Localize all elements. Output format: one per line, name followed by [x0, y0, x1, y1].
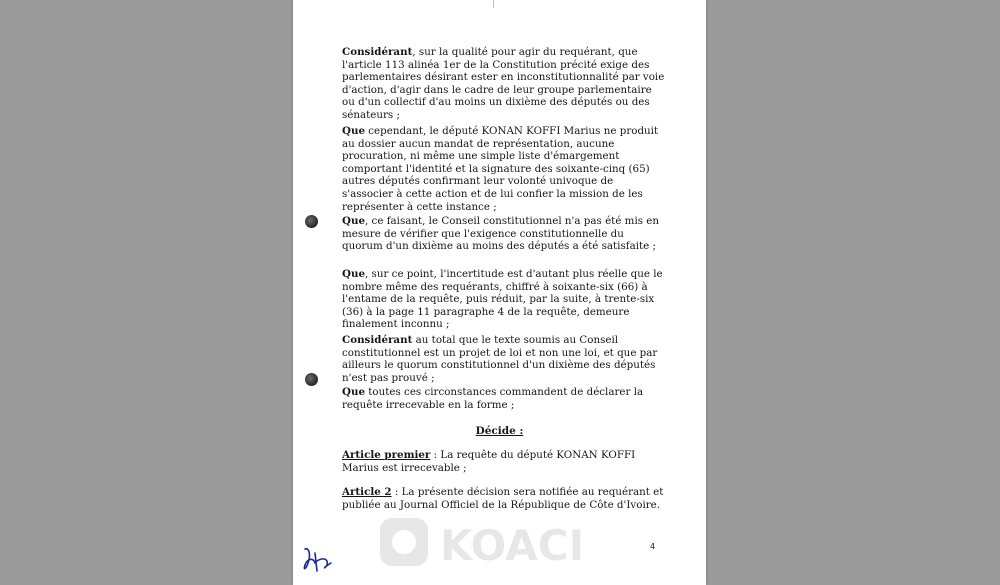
- page-top-mark: [493, 0, 494, 8]
- paragraph-text: , sur ce point, l'incertitude est d'autant plus réelle que le nombre même des requérants, chiffré à soixante-six (66) à l'entame de la requête, puis réduit, par la suite, à trente-six (36) à la page 11 paragraphe 4 de la requête, demeure finalement inconnu ;: [342, 268, 663, 331]
- paragraph-lead: Que: [342, 215, 366, 227]
- paragraph-lead: Que: [342, 386, 366, 398]
- signature-initials: [299, 545, 335, 575]
- paragraph-que-3: [342, 268, 666, 331]
- paragraph-text: , ce faisant, le Conseil constitutionnel n'a pas été mis en mesure de vérifier que l'exigence constitutionnelle du quorum d'un dixième au moins des députés a été satisfaite ;: [342, 215, 660, 253]
- page-number: 4: [650, 542, 656, 551]
- punch-hole: [305, 215, 318, 228]
- paragraph-lead: Considérant: [342, 334, 413, 346]
- paragraph-que-4: [342, 386, 666, 411]
- paragraph-text: toutes ces circonstances commandent de déclarer la requête irrecevable en la forme ;: [342, 386, 644, 411]
- paragraph-que-1: [342, 125, 666, 213]
- article-2: [342, 486, 672, 511]
- document-page: [293, 0, 706, 585]
- koaci-watermark: [378, 512, 608, 572]
- article-text: : La présente décision sera notifiée au requérant et publiée au Journal Officiel de la République de Côte d'Ivoire.: [342, 486, 664, 511]
- paragraph-text: au total que le texte soumis au Conseil constitutionnel est un projet de loi et non une loi, et que par ailleurs le quorum constitutionnel d'un dixième des députés n'est pas prouvé ;: [342, 334, 658, 384]
- paragraph-lead: Que: [342, 268, 366, 280]
- decide-heading: Décide :: [475, 425, 524, 437]
- paragraph-que-2: [342, 215, 666, 253]
- paragraph-text: cependant, le député KONAN KOFFI Marius ne produit au dossier aucun mandat de représentation, aucune procuration, ni même une simple liste d'émargement comportant l'identité et la signature des soixante-cinq (65) autres députés confirmant leur volonté univoque de s'associer à cette action et de lui confier la mission de les représenter à cette instance ;: [342, 125, 659, 213]
- article-premier: [342, 449, 672, 474]
- article-label: Article 2: [342, 486, 392, 498]
- punch-hole: [305, 373, 318, 386]
- paragraph-considerant-2: [342, 334, 666, 384]
- article-text: : La requête du député KONAN KOFFI Marius est irrecevable ;: [342, 449, 636, 474]
- article-label: Article premier: [342, 449, 431, 461]
- paragraph-considerant-1: [342, 46, 666, 122]
- watermark-text: KOACI: [440, 521, 585, 570]
- paragraph-lead: Que: [342, 125, 366, 137]
- paragraph-text: , sur la qualité pour agir du requérant, que l'article 113 alinéa 1er de la Constitution précité exige des parlementaires désirant ester en inconstitutionnalité par voie d'action, d'agir dans le cadre de leur groupe parlementaire ou d'un collectif d'au moins un dixième des députés ou des sénateurs ;: [342, 46, 665, 121]
- paragraph-lead: Considérant: [342, 46, 413, 58]
